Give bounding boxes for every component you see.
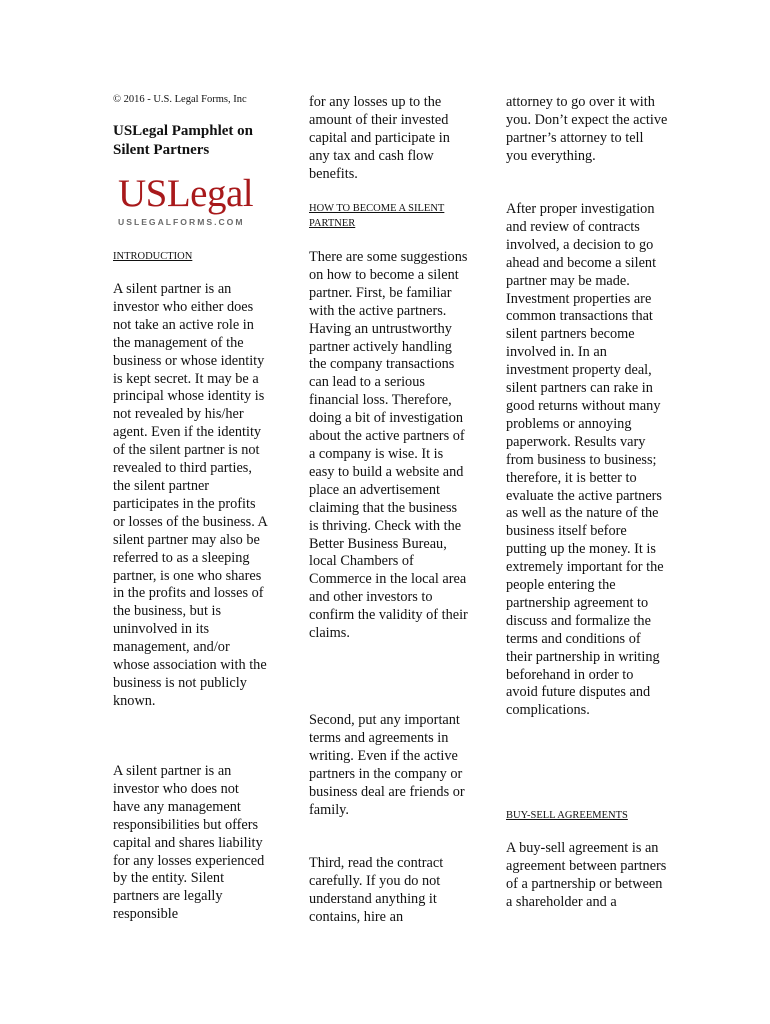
how-to-become-paragraph-3: Third, read the contract carefully. If you do not understand anything it contains, hire an xyxy=(309,855,444,925)
document-title: USLegal Pamphlet on Silent Partners xyxy=(113,123,254,158)
column3-continued-paragraph: attorney to go over it with you. Don’t expect the active partner’s attorney to tell you everything. xyxy=(506,94,668,164)
logo-subtext: USLEGALFORMS.COM xyxy=(118,217,245,227)
heading-how-to-become: HOW TO BECOME A SILENT PARTNER xyxy=(309,203,445,229)
heading-buy-sell-agreements: BUY-SELL AGREEMENTS xyxy=(506,810,628,821)
logo-wordmark xyxy=(118,174,260,214)
introduction-paragraph-2: A silent partner is an investor who does not have any management responsibilities but offers capital and shares liability for any losses experienced by the entity. Silent partners are legally responsible xyxy=(113,763,265,923)
how-to-become-paragraph-2: Second, put any important terms and agreements in writing. Even if the active partners in the company or business deal are friends or family. xyxy=(309,712,465,818)
column2-continued-paragraph: for any losses up to the amount of their invested capital and participate in any tax and cash flow benefits. xyxy=(309,94,450,182)
copyright-notice: © 2016 - U.S. Legal Forms, Inc xyxy=(113,94,247,105)
heading-introduction: INTRODUCTION xyxy=(113,251,193,262)
buy-sell-paragraph-1: A buy-sell agreement is an agreement between partners of a partnership or between a shareholder and a xyxy=(506,840,667,910)
how-to-become-paragraph-1: There are some suggestions on how to become a silent partner. First, be familiar with the active partners. Having an untrustworthy partner actively handling the company transactions can lead to a serious financial loss. Therefore, doing a bit of investigation about the active partners of a company is wise. It is easy to build a website and place an advertisement claiming that the business is thriving. Check with the Better Business Bureau, local Chambers of Commerce in the local area and other investors to confirm the validity of their claims. xyxy=(309,249,468,642)
introduction-paragraph-1: A silent partner is an investor who either does not take an active role in the management of the business or whose identity is kept secret. It may be a principal whose identity is not revealed by his/her agent. Even if the identity of the silent partner is not revealed to third parties, the silent partner participates in the profits or losses of the business. A silent partner may also be referred to as a sleeping partner, is one who shares in the profits and losses of the business, but is uninvolved in its management, and/or whose association with the business is not publicly known. xyxy=(113,281,268,709)
column3-paragraph-2: After proper investigation and review of contracts involved, a decision to go ahead and become a silent partner may be made. Investment properties are common transactions that silent partners become involved in. In an investment property deal, silent partners can rake in good returns without many problems or annoying paperwork. Results vary from business to business; therefore, it is better to evaluate the active partners as well as the nature of the business itself before putting up the money. It is extremely important for the people entering the partnership agreement to discuss and formalize the terms and conditions of their partnership in writing beforehand in order to avoid future disputes and complications. xyxy=(506,201,664,719)
uslegal-logo xyxy=(118,174,260,230)
logo-word-legal: Legal xyxy=(166,172,254,215)
logo-word-us: US xyxy=(118,172,167,215)
